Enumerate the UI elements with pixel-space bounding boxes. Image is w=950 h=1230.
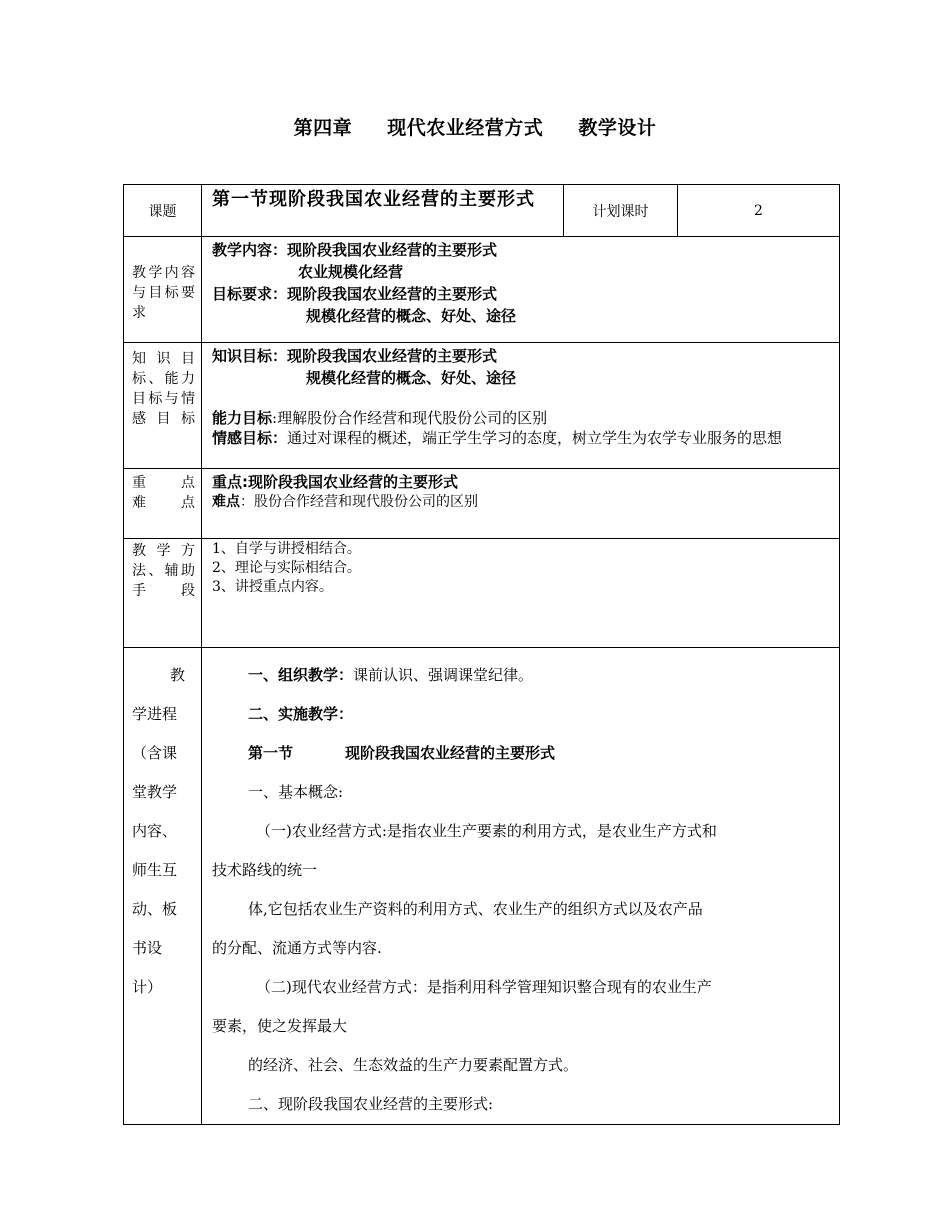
content-line: 农业规模化经营 xyxy=(298,263,404,281)
process-row xyxy=(124,648,840,1125)
process-cell xyxy=(202,648,840,1125)
chapter-label: 第四章 xyxy=(293,117,353,139)
methods-cell xyxy=(202,539,840,648)
objectives-cell xyxy=(202,343,840,469)
lesson-plan-table xyxy=(123,184,840,1125)
organize-teaching: 一、组织教学：课前认识、强调课堂纪律。 xyxy=(248,666,534,684)
content-cell xyxy=(202,237,840,343)
paragraph-line: 二、现阶段我国农业经营的主要形式: xyxy=(248,1095,494,1113)
content-line: 规模化经营的概念、好处、途径 xyxy=(306,307,517,325)
method-item: 2、理论与实际相结合。 xyxy=(212,560,361,576)
paragraph-line: 的经济、社会、生态效益的生产力要素配置方式。 xyxy=(248,1056,579,1074)
hours-label: 计划课时 xyxy=(564,185,678,237)
basic-concepts: 一、基本概念: xyxy=(248,783,344,801)
process-label: 教 学进程 （含课 堂教学 内容、 师生互 动、板 书设 计） xyxy=(124,648,202,1125)
difficult-point: 难点：股份合作经营和现代股份公司的区别 xyxy=(212,494,478,510)
paragraph-line: 要素，使之发挥最大 xyxy=(212,1017,348,1035)
document-title xyxy=(0,113,950,140)
paragraph-line: （一)农业经营方式:是指农业生产要素的利用方式，是农业生产方式和 xyxy=(256,822,717,840)
topic-value: 第一节现阶段我国农业经营的主要形式 xyxy=(202,185,564,237)
objectives-label: 知识目标、能力目标与情感目标 xyxy=(124,343,202,469)
paragraph-line: （二)现代农业经营方式：是指利用科学管理知识整合现有的农业生产 xyxy=(256,978,712,996)
paragraph-line: 技术路线的统一 xyxy=(212,861,318,879)
hours-value: 2 xyxy=(678,185,840,237)
topic-row xyxy=(124,185,840,237)
paragraph-line: 体,它包括农业生产资料的利用方式、农业生产的组织方式以及农产品 xyxy=(248,900,703,918)
content-line: 教学内容：现阶段我国农业经营的主要形式 xyxy=(212,241,498,259)
emotion-line: 情感目标：通过对课程的概述，端正学生学习的态度，树立学生为农学专业服务的思想 xyxy=(212,429,783,447)
method-item: 3、讲授重点内容。 xyxy=(212,579,333,595)
implement-teaching: 二、实施教学： xyxy=(248,705,354,723)
content-line: 目标要求：现阶段我国农业经营的主要形式 xyxy=(212,285,498,303)
topic-label: 课题 xyxy=(124,185,202,237)
keypoints-label: 重 点 难 点 xyxy=(124,469,202,539)
objectives-row xyxy=(124,343,840,469)
content-label: 教学内容与目标要求 xyxy=(124,237,202,343)
content-row xyxy=(124,237,840,343)
methods-row xyxy=(124,539,840,648)
design-label: 教学设计 xyxy=(578,117,657,139)
ability-line: 能力目标:理解股份合作经营和现代股份公司的区别 xyxy=(212,409,548,427)
methods-label: 教学方法、辅助手段 xyxy=(124,539,202,648)
keypoints-row xyxy=(124,469,840,539)
keypoints-cell xyxy=(202,469,840,539)
key-point: 重点:现阶段我国农业经营的主要形式 xyxy=(212,473,459,491)
knowledge-line-2: 规模化经营的概念、好处、途径 xyxy=(306,369,517,387)
knowledge-line: 知识目标：现阶段我国农业经营的主要形式 xyxy=(212,347,498,365)
chapter-title: 现代农业经营方式 xyxy=(387,117,544,139)
paragraph-line: 的分配、流通方式等内容. xyxy=(212,939,382,957)
section-heading: 第一节 现阶段我国农业经营的主要形式 xyxy=(248,744,556,762)
method-item: 1、自学与讲授相结合。 xyxy=(212,541,361,557)
